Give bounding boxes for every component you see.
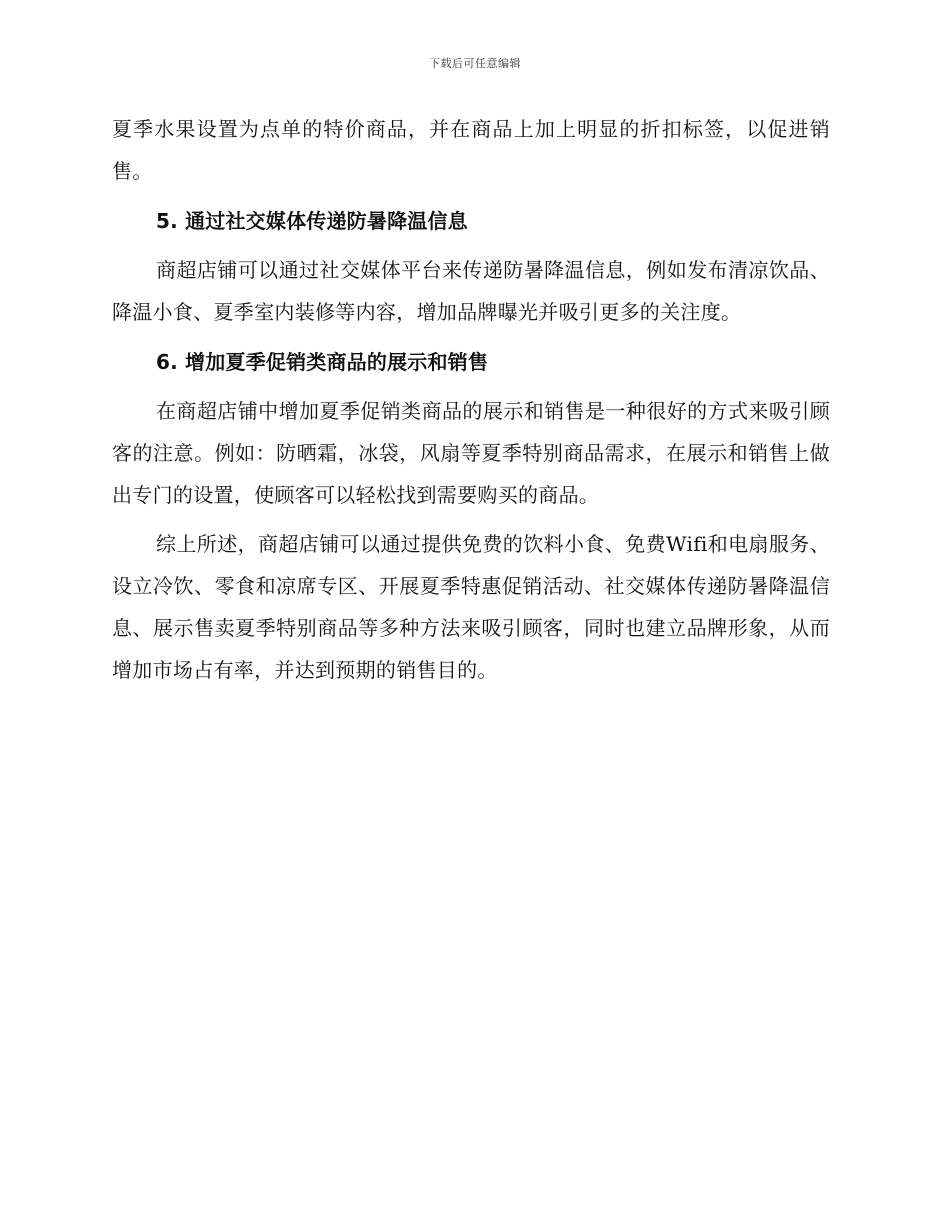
section-heading-5: 5. 通过社交媒体传递防暑降温信息 — [156, 209, 468, 233]
paragraph-intro-continued: 夏季水果设置为点单的特价商品，并在商品上加上明显的折扣标签，以促进销售。 — [112, 117, 830, 183]
header-note: 下载后可任意编辑 — [429, 57, 521, 70]
paragraph-section-5: 商超店铺可以通过社交媒体平台来传递防暑降温信息，例如发布清凉饮品、降温小食、夏季室内装修等内容，增加品牌曝光并吸引更多的关注度。 — [112, 258, 830, 324]
document-body — [112, 108, 830, 691]
paragraph-section-6: 在商超店铺中增加夏季促销类商品的展示和销售是一种很好的方式来吸引顾客的注意。例如：防晒霜，冰袋，风扇等夏季特别商品需求，在展示和销售上做出专门的设置，使顾客可以轻松找到需要购买的商品。 — [112, 399, 830, 507]
section-heading-6: 6. 增加夏季促销类商品的展示和销售 — [156, 350, 489, 374]
paragraph-summary: 综上所述，商超店铺可以通过提供免费的饮料小食、免费Wifi和电扇服务、设立冷饮、零食和凉席专区、开展夏季特惠促销活动、社交媒体传递防暑降温信息、展示售卖夏季特别商品等多种方法来吸引顾客，同时也建立品牌形象，从而增加市场占有率，并达到预期的销售目的。 — [112, 532, 830, 682]
